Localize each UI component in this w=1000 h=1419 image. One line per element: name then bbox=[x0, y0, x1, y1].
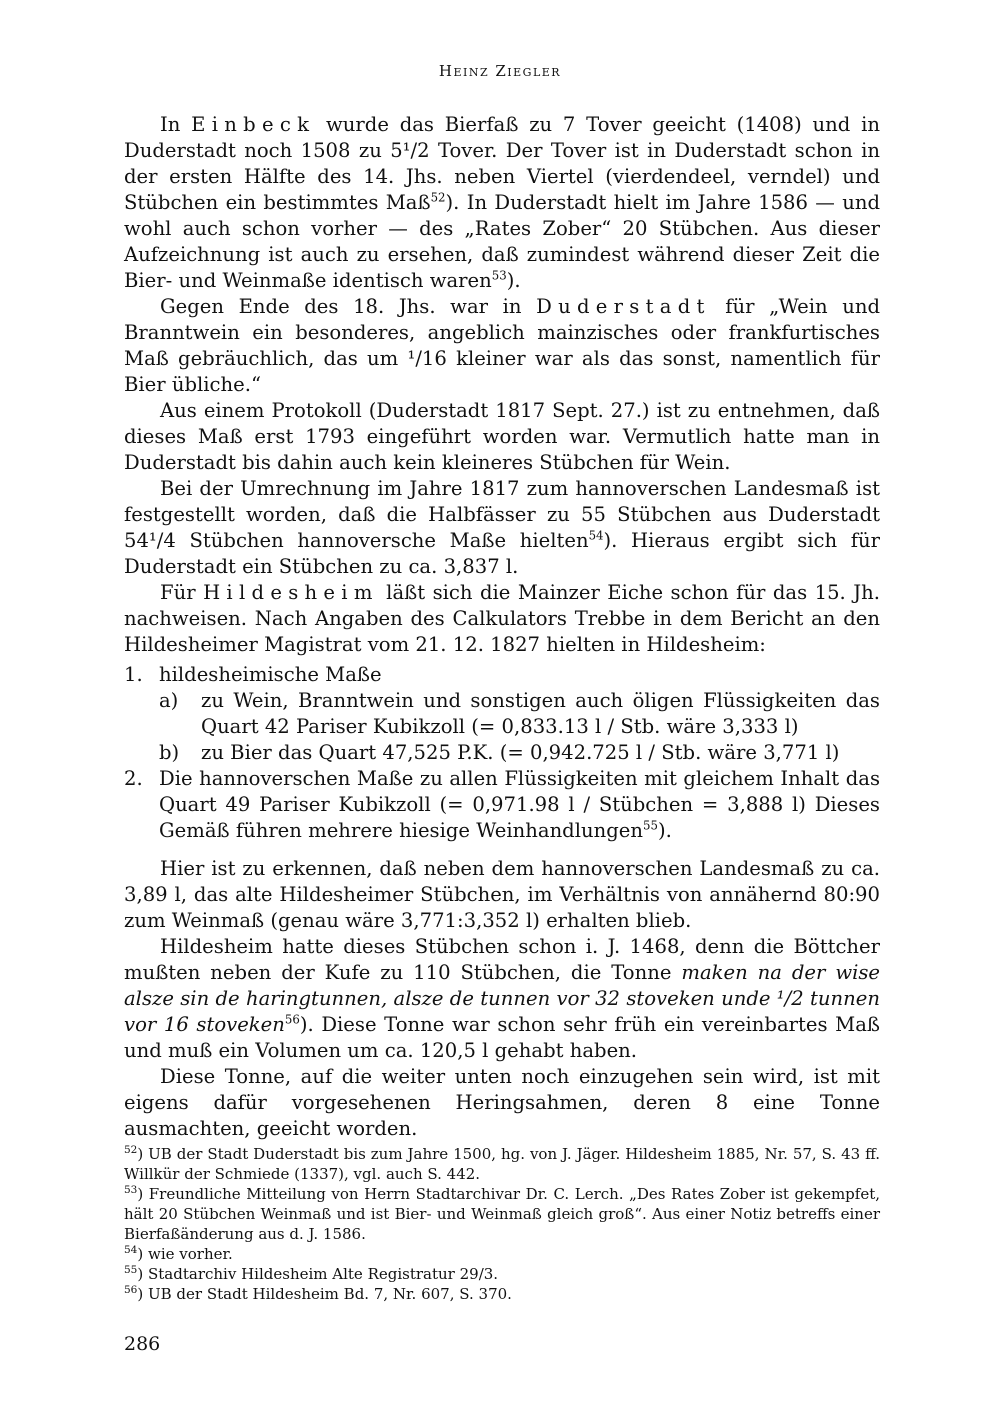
running-head: Heinz Ziegler bbox=[438, 62, 562, 80]
text: Bei der Umrechnung im Jahre 1817 zum hannoverschen Landesmaß ist festgestellt worden, daß die Halbfässer zu 55 Stübchen aus Duderstadt 54¹/4 Stübchen hannoversche Maße hielten bbox=[124, 477, 880, 552]
sub-item-label: b) bbox=[159, 741, 180, 764]
footnote-text: ) wie vorher. bbox=[137, 1245, 233, 1263]
footnotes bbox=[124, 1144, 880, 1304]
text: läßt sich die Mainzer Eiche schon für das 15. Jh. nachweisen. Nach Angaben des Calkulators Trebbe in dem Bericht an den Hildesheimer Magistrat vom 21. 12. 1827 hielten in Hildesheim: bbox=[124, 581, 880, 656]
footnote-ref: 56 bbox=[284, 1012, 300, 1027]
text: Gegen Ende des 18. Jhs. war in bbox=[160, 295, 537, 318]
footnote-ref: 53 bbox=[491, 268, 507, 283]
footnote bbox=[124, 1184, 880, 1244]
list-item bbox=[124, 662, 880, 766]
paragraph-1 bbox=[124, 112, 880, 294]
footnote bbox=[124, 1244, 880, 1264]
paragraph-6: Hier ist zu erkennen, daß neben dem hannoverschen Landesmaß zu ca. 3,89 l, das alte Hildesheimer Stübchen, im Verhältnis von annähernd 80:90 zum Weinmaß (genau wäre 3,771:3,352 l) erhalten blieb. bbox=[124, 857, 880, 932]
list-item-text bbox=[159, 766, 880, 844]
list-number: 1. bbox=[124, 663, 143, 686]
list-item bbox=[124, 766, 880, 844]
paragraph-8: Diese Tonne, auf die weiter unten noch einzugehen sein wird, ist mit eigens dafür vorgesehenen Heringsahmen, deren 8 eine Tonne ausmachten, geeicht worden. bbox=[124, 1065, 880, 1140]
footnote-mark: 53 bbox=[124, 1184, 138, 1196]
sub-item-text: zu Wein, Branntwein und sonstigen auch öligen Flüssigkeiten das Quart 42 Pariser Kubikzoll (= 0,833.13 l / Stb. wäre 3,333 l) bbox=[201, 689, 880, 738]
text: ). bbox=[506, 269, 521, 292]
list-item-text: hildesheimische Maße bbox=[159, 663, 382, 686]
page-number: 286 bbox=[124, 1333, 161, 1355]
text: ). In Duderstadt hielt im Jahre 1586 — und wohl auch schon vorher — des „Rates Zober“ 20 Stübchen. Aus dieser Aufzeichnung ist auch zu ersehen, daß zumindest während dieser Zeit die Bier- und Weinmaße identisch waren bbox=[124, 191, 880, 292]
sub-item-label: a) bbox=[159, 689, 179, 712]
footnote bbox=[124, 1284, 880, 1304]
footnote-mark: 52 bbox=[124, 1144, 138, 1156]
footnote bbox=[124, 1144, 880, 1184]
footnote-text: ) UB der Stadt Duderstadt bis zum Jahre 1500, hg. von J. Jäger. Hildesheim 1885, Nr. 57, S. 43 ff. Willkür der Schmiede (1337), vgl. auch S. 442. bbox=[124, 1145, 880, 1183]
text: Für bbox=[160, 581, 204, 604]
spaced-place-name: Duderstadt bbox=[536, 295, 711, 318]
footnote bbox=[124, 1264, 880, 1284]
paragraph-3: Aus einem Protokoll (Duderstadt 1817 Sept. 27.) ist zu entnehmen, daß dieses Maß erst 1793 eingeführt worden war. Vermutlich hatte man in Duderstadt bis dahin auch kein kleineres Stübchen für Wein. bbox=[124, 399, 880, 474]
footnote-text: ) Freundliche Mitteilung von Herrn Stadtarchivar Dr. C. Lerch. „Des Rates Zober ist gekempfet, hält 20 Stübchen Weinmaß und ist Bier- und Weinmaß gleich groß“. Aus einer Notiz betreffs einer Bierfaßänderung aus d. J. 1586. bbox=[124, 1185, 880, 1243]
sub-item bbox=[159, 740, 880, 766]
list-item-body bbox=[159, 662, 880, 766]
footnote-ref: 52 bbox=[430, 190, 446, 205]
footnote-mark: 56 bbox=[124, 1284, 138, 1296]
italic-quote: maken na der wise alsze sin de haringtunnen, alsze de tunnen vor 32 stoveken unde ¹/2 tunnen vor 16 stoveken bbox=[124, 961, 881, 1036]
text: ). Hieraus ergibt sich für Duderstadt ein Stübchen zu ca. 3,837 l. bbox=[124, 529, 880, 578]
text: ). bbox=[657, 819, 672, 842]
text: für „Wein und Branntwein ein besonderes, angeblich mainzisches oder frankfurtisches Maß gebräuchlich, das um ¹/16 kleiner war als das sonst, namentlich für Bier übliche.“ bbox=[124, 295, 881, 396]
footnote-mark: 54 bbox=[124, 1244, 138, 1256]
text: In bbox=[160, 113, 192, 136]
footnote-ref: 54 bbox=[588, 528, 604, 543]
footnote-text: ) UB der Stadt Hildesheim Bd. 7, Nr. 607, S. 370. bbox=[137, 1285, 512, 1303]
text: Hildesheim hatte dieses Stübchen schon i. J. 1468, denn die Böttcher mußten neben der Kufe zu 110 Stübchen, die Tonne bbox=[124, 935, 880, 984]
body-text bbox=[124, 112, 880, 1142]
sub-item-text: zu Bier das Quart 47,525 P.K. (= 0,942.725 l / Stb. wäre 3,771 l) bbox=[201, 741, 840, 764]
paragraph-2 bbox=[124, 294, 880, 398]
list-number: 2. bbox=[124, 767, 143, 790]
numbered-list bbox=[124, 662, 880, 844]
footnote-text: ) Stadtarchiv Hildesheim Alte Registratur 29/3. bbox=[137, 1265, 499, 1283]
paragraph-4 bbox=[124, 476, 880, 580]
spaced-place-name: Hildesheim bbox=[203, 581, 379, 604]
text: wurde das Bierfaß zu 7 Tover geeicht (1408) und in Duderstadt noch 1508 zu 5¹/2 Tover. Der Tover ist in Duderstadt schon in der ersten Hälfte des 14. Jhs. neben Viertel (vierdendeel, verndel) und Stübchen ein bestimmtes Maß bbox=[124, 113, 880, 214]
paragraph-5 bbox=[124, 580, 880, 658]
paragraph-7 bbox=[124, 934, 880, 1064]
footnote-mark: 55 bbox=[124, 1264, 138, 1276]
text: ). Diese Tonne war schon sehr früh ein vereinbartes Maß und muß ein Volumen um ca. 120,5 l gehabt haben. bbox=[124, 1013, 880, 1062]
sub-item bbox=[159, 688, 880, 740]
text: Die hannoverschen Maße zu allen Flüssigkeiten mit gleichem Inhalt das Quart 49 Pariser Kubikzoll (= 0,971.98 l / Stübchen = 3,888 l) Dieses Gemäß führen mehrere hiesige Weinhandlungen bbox=[159, 767, 880, 842]
spaced-place-name: Einbeck bbox=[191, 113, 316, 136]
footnote-ref: 55 bbox=[643, 818, 658, 833]
